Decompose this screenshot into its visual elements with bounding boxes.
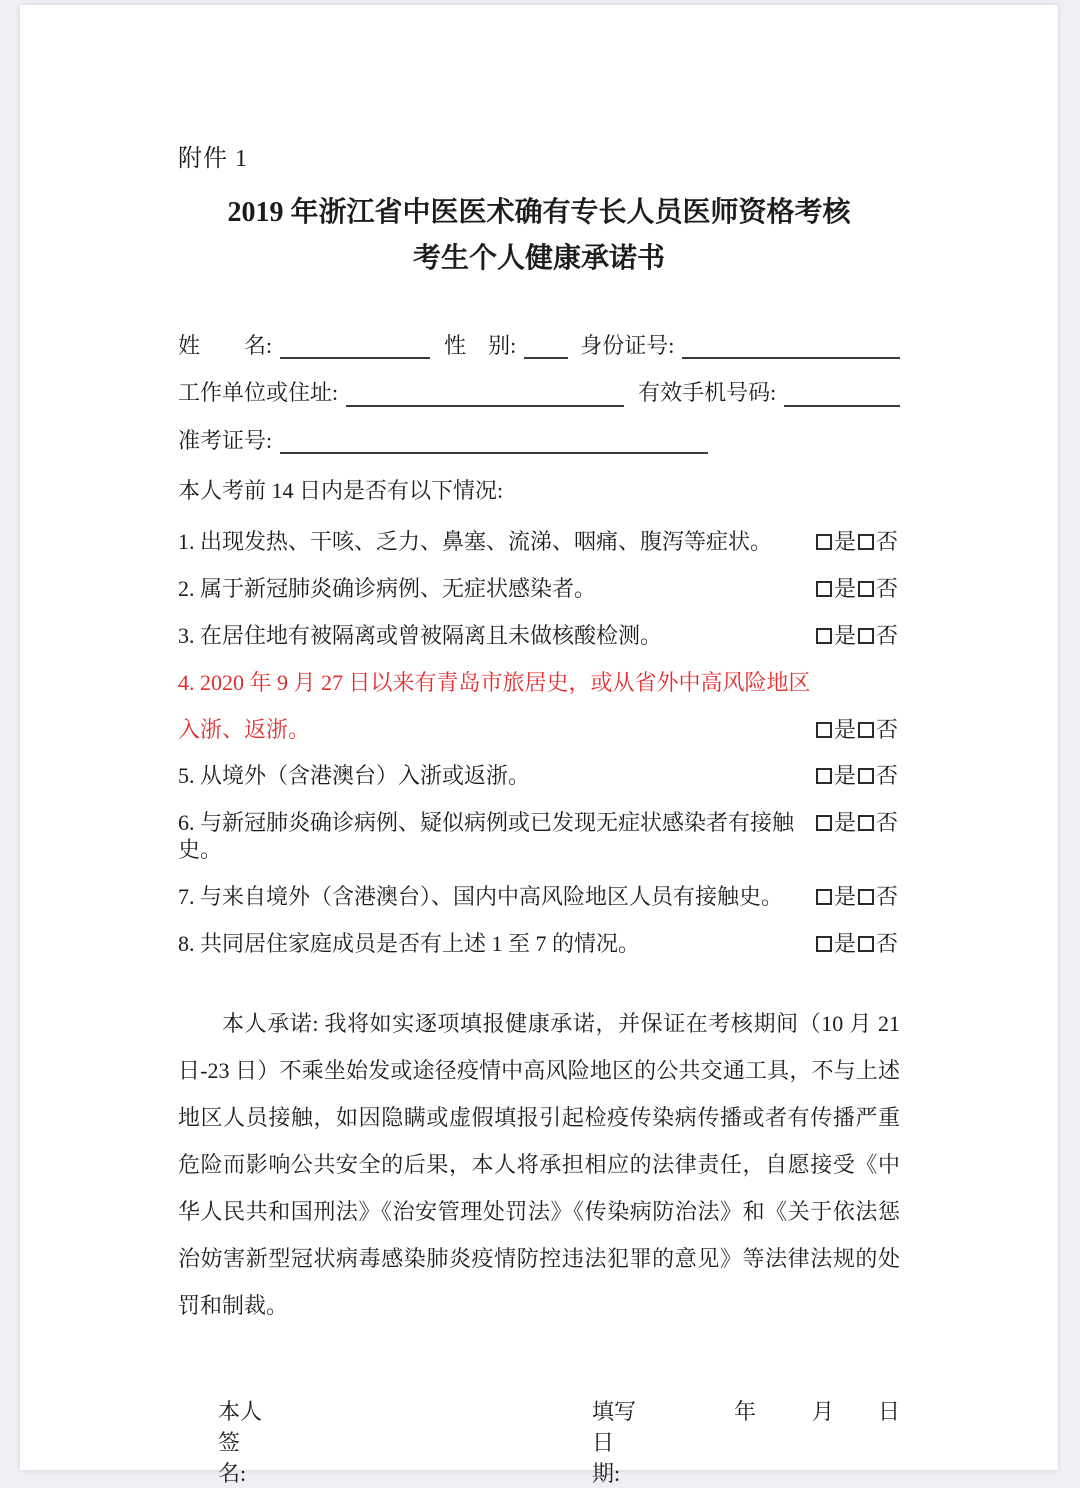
yes-label: 是 — [833, 716, 856, 742]
month-label: 月 — [811, 1399, 834, 1425]
yes-checkbox-icon — [816, 581, 832, 597]
phone-label: 有效手机号码: — [638, 380, 777, 406]
survey-item-6-options — [806, 810, 900, 837]
yes-checkbox-icon — [816, 534, 832, 550]
survey-intro: 本人考前 14 日内是否有以下情况: — [178, 478, 504, 504]
survey-item-3 — [178, 623, 900, 650]
form-row-ticket — [178, 427, 900, 455]
survey-item-5-options — [806, 763, 900, 790]
yes-label: 是 — [833, 622, 856, 648]
no-label: 否 — [875, 622, 898, 648]
yes-checkbox-icon — [816, 768, 832, 784]
sign-label: 本人签名: — [218, 1399, 263, 1487]
no-label: 否 — [875, 529, 898, 555]
no-label: 否 — [875, 716, 898, 742]
no-label: 否 — [875, 930, 898, 956]
survey-item-4-line2 — [178, 717, 900, 744]
document-title-line2: 考生个人健康承诺书 — [412, 243, 665, 275]
gender-label: 性 别: — [444, 332, 517, 358]
survey-item-2-options — [806, 576, 900, 603]
document-title-line1: 2019 年浙江省中医医术确有专长人员医师资格考核 — [227, 197, 851, 228]
yes-label: 是 — [833, 810, 856, 836]
survey-item-5 — [178, 763, 900, 790]
date-label: 填写日期: — [591, 1399, 636, 1487]
survey-item-6 — [178, 810, 900, 864]
survey-item-4-line1 — [178, 670, 900, 697]
no-checkbox-icon — [858, 889, 874, 905]
survey-item-3-text: 3. 在居住地有被隔离或曾被隔离且未做核酸检测。 — [178, 622, 663, 648]
no-checkbox-icon — [858, 581, 874, 597]
survey-item-1-options — [806, 529, 900, 556]
personal-info-section — [178, 332, 900, 455]
name-blank-line — [280, 334, 430, 359]
survey-item-8 — [178, 931, 900, 958]
no-checkbox-icon — [858, 815, 874, 831]
survey-item-8-text: 8. 共同居住家庭成员是否有上述 1 至 7 的情况。 — [178, 930, 641, 956]
exam-ticket-label: 准考证号: — [178, 427, 273, 453]
work-or-address-label: 工作单位或住址: — [178, 380, 339, 406]
phone-blank-line — [784, 381, 900, 406]
yes-label: 是 — [833, 930, 856, 956]
survey-item-4-text-line1: 4. 2020 年 9 月 27 日以来有青岛市旅居史，或从省外中高风险地区 — [178, 669, 811, 695]
work-or-address-blank-line — [346, 381, 624, 406]
signature-row — [178, 1395, 900, 1488]
yes-checkbox-icon — [816, 722, 832, 738]
survey-item-2 — [178, 576, 900, 603]
survey-item-6-text: 6. 与新冠肺炎确诊病例、疑似病例或已发现无症状感染者有接触史。 — [178, 810, 795, 863]
form-row-work-phone — [178, 379, 900, 407]
yes-label: 是 — [833, 763, 856, 789]
name-label: 姓 名: — [178, 332, 273, 358]
id-number-label: 身份证号: — [580, 332, 675, 358]
survey-item-7 — [178, 884, 900, 911]
no-checkbox-icon — [858, 936, 874, 952]
document-content — [20, 5, 1058, 1488]
no-checkbox-icon — [858, 628, 874, 644]
yes-label: 是 — [833, 883, 856, 909]
survey-item-5-text: 5. 从境外（含港澳台）入浙或返浙。 — [178, 763, 531, 789]
no-label: 否 — [875, 576, 898, 602]
survey-item-7-options — [806, 884, 900, 911]
attachment-label: 附件 1 — [178, 146, 248, 172]
yes-checkbox-icon — [816, 815, 832, 831]
survey-item-4-text-line2: 入浙、返浙。 — [178, 716, 311, 742]
yes-checkbox-icon — [816, 889, 832, 905]
survey-item-1-text: 1. 出现发热、干咳、乏力、鼻塞、流涕、咽痛、腹泻等症状。 — [178, 529, 773, 555]
day-label: 日 — [877, 1399, 900, 1425]
document-page — [20, 5, 1058, 1487]
no-label: 否 — [875, 883, 898, 909]
no-checkbox-icon — [858, 722, 874, 738]
yes-checkbox-icon — [816, 936, 832, 952]
yes-label: 是 — [833, 529, 856, 555]
survey-item-1 — [178, 529, 900, 556]
id-number-blank-line — [682, 334, 900, 359]
no-label: 否 — [875, 810, 898, 836]
no-label: 否 — [875, 763, 898, 789]
survey-item-2-text: 2. 属于新冠肺炎确诊病例、无症状感染者。 — [178, 576, 597, 602]
form-row-name-gender-id — [178, 332, 900, 360]
survey-item-7-text: 7. 与来自境外（含港澳台）、国内中高风险地区人员有接触史。 — [178, 883, 784, 909]
survey-item-8-options — [806, 931, 900, 958]
no-checkbox-icon — [858, 534, 874, 550]
exam-ticket-blank-line — [280, 429, 708, 454]
pledge-paragraph: 本人承诺: 我将如实逐项填报健康承诺，并保证在考核期间（10 月 21 日-23 日）不乘坐始发或途径疫情中高风险地区的公共交通工具，不与上述地区人员接触，如因隐瞒或虚假填报引起检疫传染病传播或者有传播严重危险而影响公共安全的后果，本人将承担相应的法律责任，自愿接受《中华人民共和国刑法》《治安管理处罚法》《传染病防治法》和《关于依法惩治妨害新型冠状病毒感染肺炎疫情防控违法犯罪的意见》等法律法规的处罚和制裁。 — [178, 1010, 900, 1319]
gender-blank-line — [524, 334, 568, 359]
survey-item-3-options — [806, 623, 900, 650]
no-checkbox-icon — [858, 768, 874, 784]
yes-label: 是 — [833, 576, 856, 602]
yes-checkbox-icon — [816, 628, 832, 644]
survey-items — [178, 529, 900, 957]
survey-item-4-options — [806, 717, 900, 744]
year-label: 年 — [733, 1399, 756, 1425]
